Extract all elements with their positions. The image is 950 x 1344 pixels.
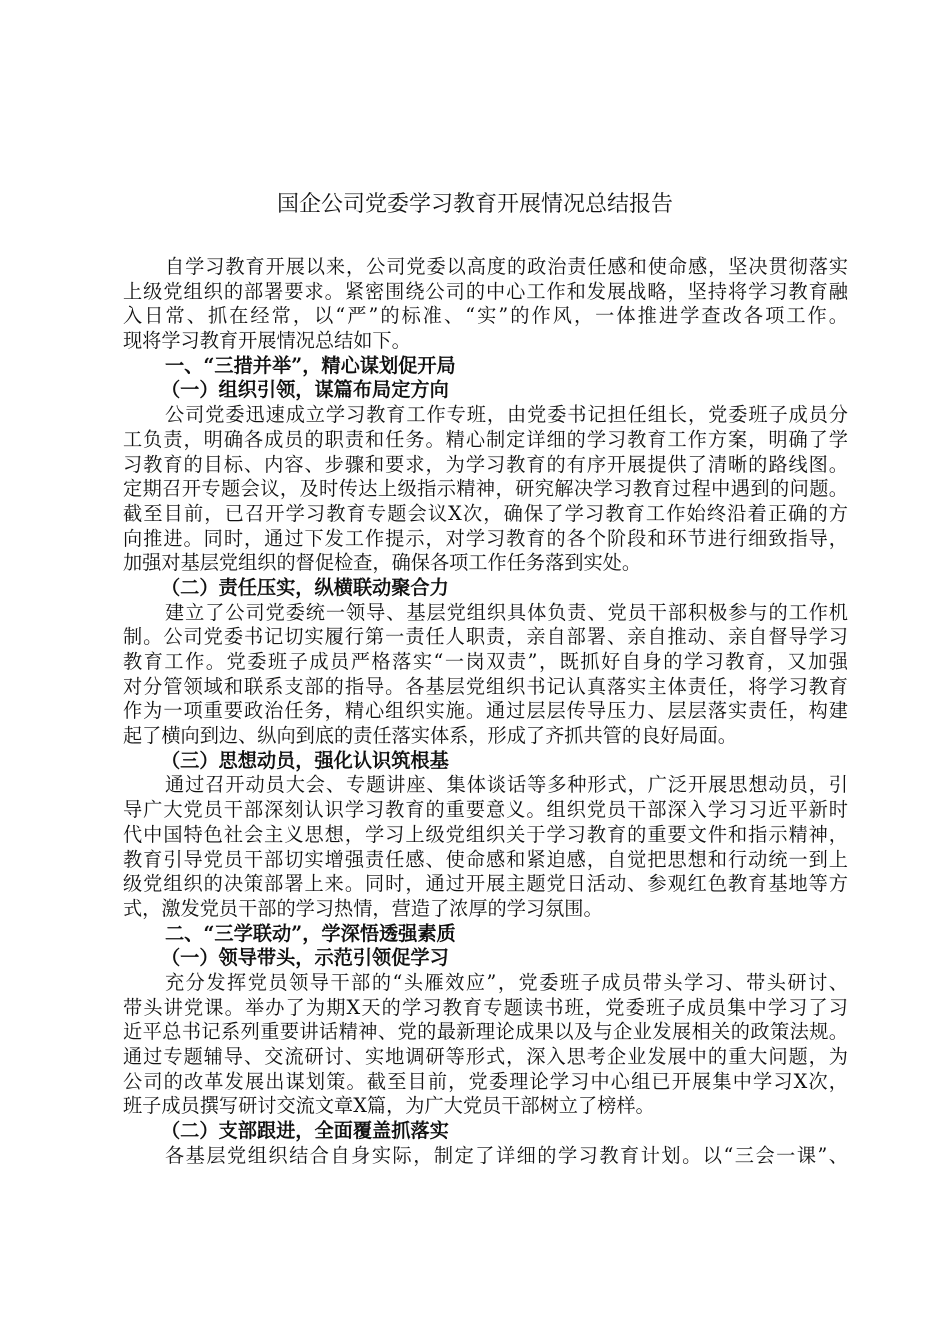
paragraph-line: 公司的改革发展出谋划策。截至目前，党委理论学习中心组已开展集中学习X次， (123, 1069, 848, 1093)
paragraph (123, 773, 848, 921)
document-title: 国企公司党委学习教育开展情况总结报告 (276, 192, 673, 217)
subsection-heading: （三）思想动员，强化认识筑根基 (161, 748, 449, 772)
paragraph (123, 1144, 848, 1169)
paragraph-line: 制。公司党委书记切实履行第一责任人职责，亲自部署、亲自推动、亲自督导学习 (123, 625, 848, 649)
paragraph (123, 601, 848, 749)
paragraph-line: 入日常、抓在经常，以“严”的标准、“实”的作风，一体推进学查改各项工作。 (123, 304, 848, 328)
paragraph-line: 现将学习教育开展情况总结如下。 (123, 329, 411, 353)
paragraph-line: 工负责，明确各成员的职责和任务。精心制定详细的学习教育工作方案，明确了学 (123, 427, 848, 451)
paragraph-line: 各基层党组织结合自身实际，制定了详细的学习教育计划。以“三会一课”、 (165, 1143, 848, 1167)
section-heading: 二、“三学联动”，学深悟透强素质 (165, 921, 456, 945)
paragraph-line: 教育引导党员干部切实增强责任感、使命感和紧迫感，自觉把思想和行动统一到上 (123, 847, 848, 871)
paragraph-line: 上级党组织的部署要求。紧密围绕公司的中心工作和发展战略，坚持将学习教育融 (123, 279, 848, 303)
paragraph-line: 导广大党员干部深刻认识学习教育的重要意义。组织党员干部深入学习习近平新时 (123, 798, 848, 822)
paragraph-line: 定期召开专题会议，及时传达上级指示精神，研究解决学习教育过程中遇到的问题。 (123, 477, 848, 501)
paragraph-line: 公司党委迅速成立学习教育工作专班，由党委书记担任组长，党委班子成员分 (165, 403, 848, 427)
paragraph-line: 建立了公司党委统一领导、基层党组织具体负责、党员干部积极参与的工作机 (165, 600, 848, 624)
paragraph-line: 自学习教育开展以来，公司党委以高度的政治责任感和使命感，坚决贯彻落实 (165, 255, 848, 278)
paragraph-line: 截至目前，已召开学习教育专题会议X次，确保了学习教育工作始终沿着正确的方 (123, 501, 848, 525)
paragraph-line: 作为一项重要政治任务，精心组织实施。通过层层传导压力、层层落实责任，构建 (123, 699, 848, 723)
paragraph-line: 向推进。同时，通过下发工作提示，对学习教育的各个阶段和环节进行细致指导， (123, 526, 848, 550)
section-heading: 一、“三措并举”，精心谋划促开局 (165, 353, 456, 377)
paragraph-line: 近平总书记系列重要讲话精神、党的最新理论成果以及与企业发展相关的政策法规。 (123, 1020, 848, 1044)
paragraph-line: 通过召开动员大会、专题讲座、集体谈话等多种形式，广泛开展思想动员，引 (165, 773, 848, 797)
paragraph (123, 971, 848, 1119)
paragraph (123, 255, 848, 354)
paragraph-line: 代中国特色社会主义思想，学习上级党组织关于学习教育的重要文件和指示精神， (123, 822, 848, 846)
paragraph-line: 带头讲党课。举办了为期X天的学习教育专题读书班，党委班子成员集中学习了习 (123, 995, 848, 1019)
subsection-heading: （二）支部跟进，全面覆盖抓落实 (161, 1119, 449, 1143)
paragraph-line: 充分发挥党员领导干部的“头雁效应”，党委班子成员带头学习、带头研讨、 (165, 970, 848, 994)
paragraph-line: 通过专题辅导、交流研讨、实地调研等形式，深入思考企业发展中的重大问题，为 (123, 1045, 848, 1068)
paragraph-line: 班子成员撰写研讨交流文章X篇，为广大党员干部树立了榜样。 (123, 1094, 655, 1118)
paragraph-line: 对分管领域和联系支部的指导。各基层党组织书记认真落实主体责任，将学习教育 (123, 674, 848, 698)
paragraph-line: 起了横向到边、纵向到底的责任落实体系，形成了齐抓共管的良好局面。 (123, 724, 737, 748)
paragraph-line: 教育工作。党委班子成员严格落实“一岗双责”，既抓好自身的学习教育，又加强 (123, 650, 848, 673)
paragraph-line: 习教育的目标、内容、步骤和要求，为学习教育的有序开展提供了清晰的路线图。 (123, 452, 848, 476)
paragraph-line: 级党组织的决策部署上来。同时，通过开展主题党日活动、参观红色教育基地等方 (123, 872, 848, 896)
document-body (123, 255, 848, 1168)
paragraph-line: 加强对基层党组织的督促检查，确保各项工作任务落到实处。 (123, 551, 642, 575)
subsection-heading: （一）组织引领，谋篇布局定方向 (161, 378, 449, 402)
paragraph-line: 式，激发党员干部的学习热情，营造了浓厚的学习氛围。 (123, 896, 603, 920)
paragraph (123, 403, 848, 576)
subsection-heading: （一）领导带头，示范引领促学习 (161, 946, 449, 970)
subsection-heading: （二）责任压实，纵横联动聚合力 (161, 575, 449, 599)
